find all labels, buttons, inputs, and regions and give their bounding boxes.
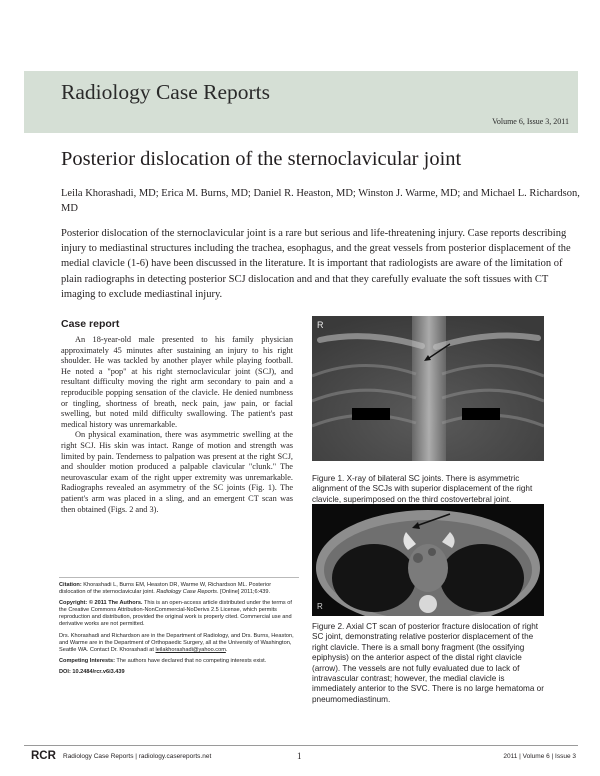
footer-divider: [24, 745, 578, 746]
article-info-box: [59, 577, 299, 680]
case-report-body: [61, 335, 293, 515]
figure-2-caption: Figure 2. Axial CT scan of posterior fracture dislocation of right SC joint, demonstrating relative posterior displacement of the right clavicle. There is a small bony fragment (the ossifying epiphysis) on the anterior aspect of the distal right clavicle (arrow). The vessels are not fully evaluated due to lack of intravascular contrast; however, the medial clavicle is immediately anterior to the SVC. There is no large hematoma or pneumomediastinum.: [312, 622, 544, 704]
citation: [59, 582, 299, 596]
page-number: 1: [297, 751, 302, 761]
journal-banner: [24, 71, 578, 133]
doi: DOI: 10.2484/rcr.v6i3.439: [59, 668, 125, 675]
journal-name: Radiology Case Reports: [61, 80, 271, 104]
case-report-paragraph-1: An 18-year-old male presented to his family physician approximately 45 minutes after sustaining an injury to his right shoulder. He was tackled by another player while playing football. He noted a "pop" at his right sternoclavicular joint (SCJ), and resultant difficulty moving the right arm secondary to pain and a reproducible popping sensation of the clavicle. He denied numbness or tingling, shortness of breath, neck pain, jaw pain, or facial swelling, but noted mild difficulty swallowing. The patient's past medical history was unremarkable.: [61, 335, 293, 429]
citation-text: Khorashadi L, Burns EM, Heaston DR, Warme W, Richardson ML. Posterior dislocation of the sternoclavicular joint.: [59, 582, 272, 596]
competing-label: Competing Interests:: [59, 657, 115, 664]
author-email-link[interactable]: leilakhorashadi@yahoo.com: [155, 646, 226, 653]
competing-interests: [59, 658, 299, 665]
copyright: [59, 600, 299, 628]
article-authors: Leila Khorashadi, MD; Erica M. Burns, MD; Daniel R. Heaston, MD; Winston J. Warme, MD; and Michael L. Richardson, MD: [61, 188, 580, 214]
article-title: Posterior dislocation of the sternoclavicular joint: [61, 148, 462, 170]
copyright-label: Copyright: © 2011 The Authors.: [59, 600, 143, 607]
competing-text: The authors have declared that no competing interests exist.: [116, 657, 267, 664]
footer-volume-issue: 2011 | Volume 6 | Issue 3: [503, 753, 576, 760]
footer-logo: RCR: [31, 750, 56, 762]
copyright-text: This is an open-access article distributed under the terms of the Creative Commons Attribution-NonCommercial-NoDerivs 2.5 License, which permits reproduction and distribution, provided the original work is properly cited. Commercial use and derivative works are not permitted.: [59, 600, 292, 628]
case-report-paragraph-2: On physical examination, there was asymmetric swelling at the right SCJ. His skin was intact. Range of motion and strength was limited by pain. Tenderness to palpation was present at the right SCJ, and shoulder motion produced a palpable clavicular "clunk." The neurovascular exam of the right upper extremity was unremarkable. Radiographs revealed an asymmetry of the SC joints (Fig. 1). The patient's arm was placed in a sling, and an emergent CT scan was then obtained (Figs. 2 and 3).: [61, 430, 293, 514]
ct-image: [312, 504, 544, 616]
xray-side-marker: R: [317, 320, 324, 330]
volume-issue: Volume 6, Issue 3, 2011: [492, 117, 569, 126]
figure-1-xray: [312, 316, 544, 461]
citation-label: Citation:: [59, 582, 82, 588]
affiliation-text: Drs. Khorashadi and Richardson are in the Department of Radiology, and Drs. Burns, Heaston, and Warme are in the Department of Orthopaedic Surgery, all at the University of Washington, Seattle WA. Contact Dr. Khorashadi at: [59, 632, 294, 653]
affiliation: Drs. Khorashadi and Richardson are in the Department of Radiology, and Drs. Burns, Heaston, and Warme are in the Department of Orthopaedic Surgery, all at the University of Washington, Seattle WA. Contact Dr. Khorashadi at leilakhorashadi@yahoo.com.: [59, 632, 294, 653]
figure-2-ct: [312, 504, 544, 616]
ct-side-marker: R: [317, 602, 323, 611]
figure-1-caption: Figure 1. X-ray of bilateral SC joints. There is asymmetric alignment of the SCJs with superior displacement of the right clavicle, superimposed on the third costovertebral joint.: [312, 474, 533, 504]
xray-image: [312, 316, 544, 461]
article-abstract: Posterior dislocation of the sternoclavicular joint is a rare but serious and life-threatening injury. Case reports describing injury to mediastinal structures including the trachea, esophagus, and the great vessels from posterior displacement of the medial clavicle (1-6) have been discussed in the literature. It is important that radiologists are aware of the limitation of plain radiographs in detecting posterior SCJ dislocation and and that they carefully evaluate the soft tissues with CT imaging to exclude mediastinal injury.: [61, 228, 571, 300]
footer-journal: Radiology Case Reports | radiology.casereports.net: [63, 753, 212, 760]
citation-journal: Radiology Case Reports: [156, 589, 217, 596]
case-report-heading: Case report: [61, 318, 120, 330]
citation-tail: . [Online] 2011;6:439.: [216, 589, 271, 596]
